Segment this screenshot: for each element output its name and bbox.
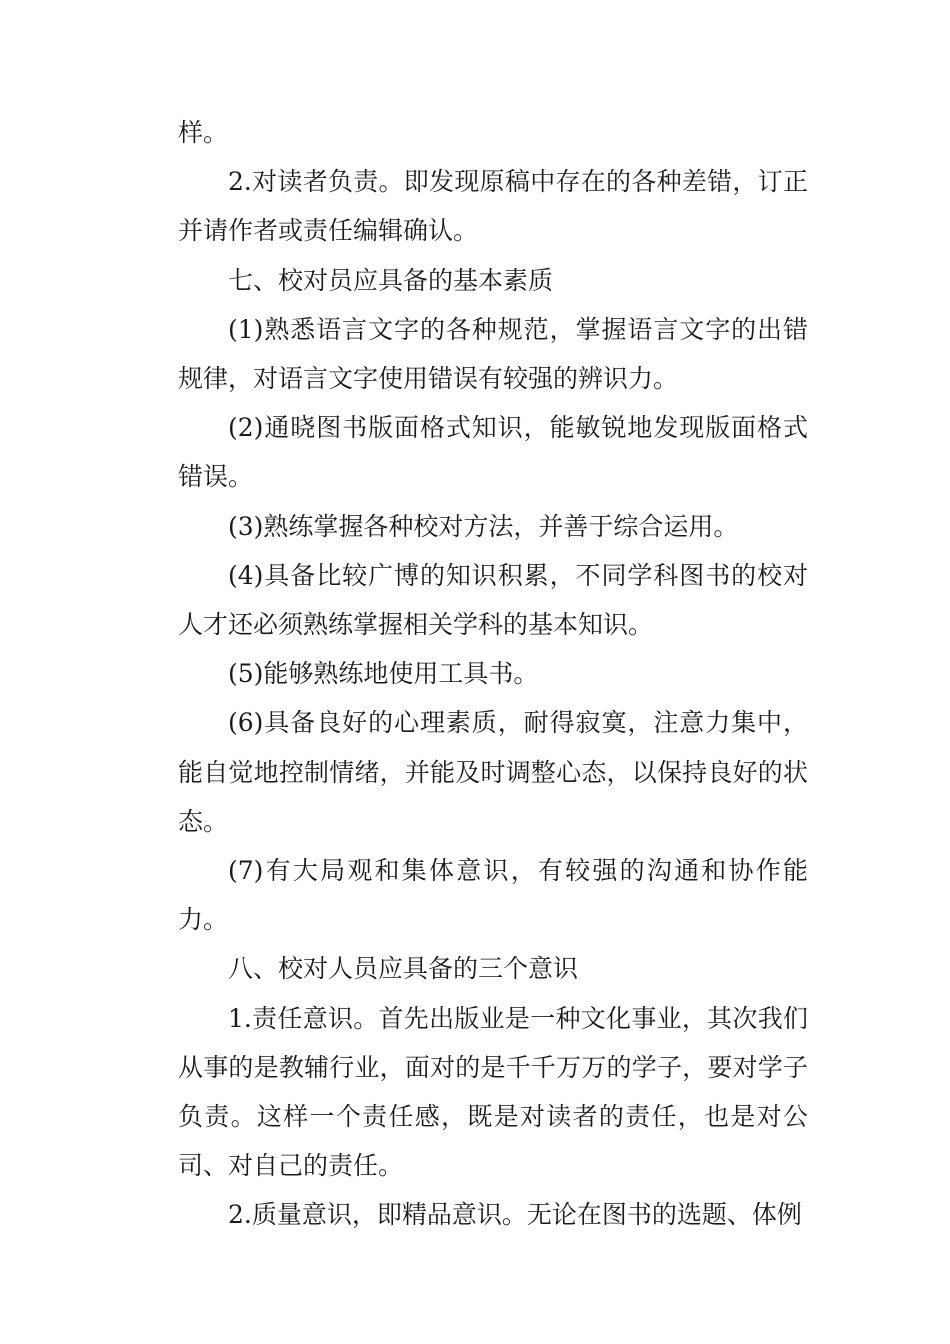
list-item-2: (2)通晓图书版面格式知识，能敏锐地发现版面格式错误。 bbox=[178, 413, 808, 492]
list-item-7: (7)有大局观和集体意识，有较强的沟通和协作能力。 bbox=[178, 856, 808, 935]
list-item-3: (3)熟练掌握各种校对方法，并善于综合运用。 bbox=[228, 511, 739, 541]
list-item-5: (5)能够熟练地使用工具书。 bbox=[228, 659, 539, 689]
list-item-1: (1)熟悉语言文字的各种规范，掌握语言文字的出错规律，对语言文字使用错误有较强的辨识力。 bbox=[178, 314, 808, 394]
paragraph-responsibility-awareness: 1.责任意识。首先出版业是一种文化事业，其次我们从事的是教辅行业，面对的是千千万万的学子，要对学子负责。这样一个责任感，既是对读者的责任，也是对公司、对自己的责任。 bbox=[178, 1003, 808, 1181]
document-page bbox=[178, 108, 808, 1240]
section-heading-seven: 七、校对员应具备的基本素质 bbox=[228, 265, 554, 295]
paragraph-quality-awareness: 2.质量意识，即精品意识。无论在图书的选题、体例 bbox=[228, 1200, 802, 1230]
section-heading-eight: 八、校对人员应具备的三个意识 bbox=[228, 954, 579, 984]
paragraph-reader-responsibility: 2.对读者负责。即发现原稿中存在的各种差错，订正并请作者或责任编辑确认。 bbox=[178, 167, 808, 246]
list-item-4: (4)具备比较广博的知识积累，不同学科图书的校对人才还必须熟练掌握相关学科的基本知识。 bbox=[178, 560, 808, 640]
paragraph-continuation: 样。 bbox=[178, 118, 229, 147]
list-item-6: (6)具备良好的心理素质，耐得寂寞，注意力集中，能自觉地控制情绪，并能及时调整心态，以保持良好的状态。 bbox=[178, 708, 808, 836]
